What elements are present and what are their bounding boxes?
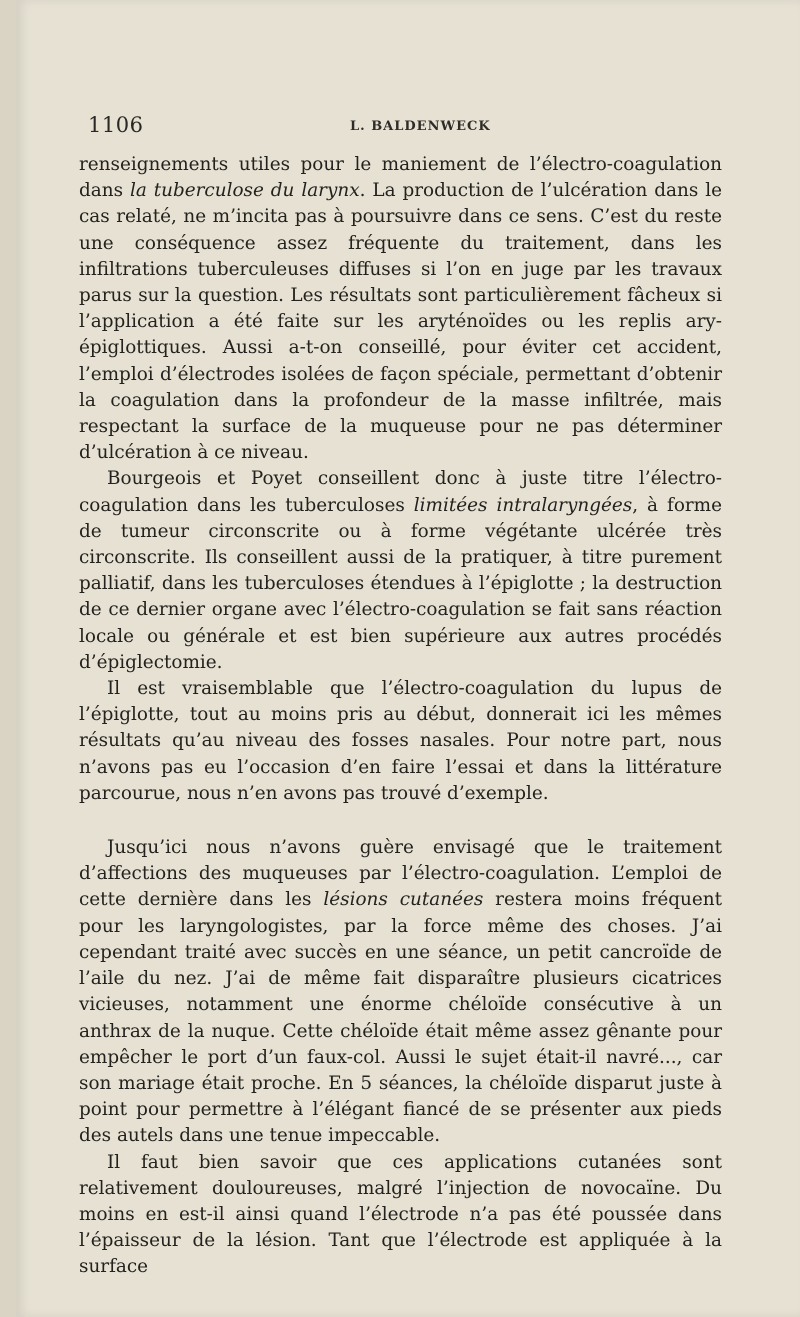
body-text xyxy=(79,152,722,1281)
page-header xyxy=(88,113,728,143)
running-head: L. BALDENWECK xyxy=(350,119,491,134)
book-page xyxy=(16,0,800,1317)
paragraph: Jusqu’ici nous n’avons guère envisagé que le traitement d’affections des muqueuses par l’électro-coagulation. L’emploi de cette dernière dans les lésions cutanées restera moins fréquent pour les laryngologistes, par la force même des choses. J’ai cependant traité avec succès en une séance, un petit cancroïde de l’aile du nez. J’ai de même fait disparaître plusieurs cicatrices vicieuses, notamment une énorme chéloïde consécutive à un anthrax de la nuque. Cette chéloïde était même assez gênante pour empêcher le port d’un faux-col. Aussi le sujet était-il navré..., car son mariage était proche. En 5 séances, la chéloïde disparut juste à point pour permettre à l’élégant fiancé de se présenter aux pieds des autels dans une tenue impeccable. xyxy=(79,837,722,1147)
paragraph: Il faut bien savoir que ces applications cutanées sont relativement douloureuses, malgré l’injection de novocaïne. Du moins en est-il ainsi quand l’électrode n’a pas été poussée dans l’épaisseur de la lésion. Tant que l’électrode est appliquée à la surface xyxy=(79,1151,722,1278)
paragraph: Il est vraisemblable que l’électro-coagulation du lupus de l’épiglotte, tout au moins pris au début, donnerait ici les mêmes résultats qu’au niveau des fosses nasales. Pour notre part, nous n’avons pas eu l’occasion d’en faire l’essai et dans la littérature parcourue, nous n’en avons pas trouvé d’exemple. xyxy=(79,678,722,804)
paragraph: renseignements utiles pour le maniement de l’électro-coagulation dans la tuberculose du larynx. La production de l’ulcération dans le cas relaté, ne m’incita pas à poursuivre dans ce sens. C’est du reste une conséquence assez fréquente du traitement, dans les infiltrations tuberculeuses diffuses si l’on en juge par les travaux parus sur la question. Les résultats sont particulièrement fâcheux si l’application a été faite sur les aryténoïdes ou les replis ary-épiglottiques. Aussi a-t-on conseillé, pour éviter cet accident, l’emploi d’électrodes isolées de façon spéciale, permettant d’obtenir la coagulation dans la profondeur de la masse infiltrée, mais respectant la surface de la muqueuse pour ne pas déterminer d’ulcération à ce niveau. xyxy=(79,154,722,464)
paragraph: Bourgeois et Poyet conseillent donc à juste titre l’électro-coagulation dans les tuberculoses limitées intralaryngées, à forme de tumeur circonscrite ou à forme végétante ulcérée très circonscrite. Ils conseillent aussi de la pratiquer, à titre purement palliatif, dans les tuberculoses étendues à l’épiglotte ; la destruction de ce dernier organe avec l’électro-coagulation se fait sans réaction locale ou générale et est bien supérieure aux autres procédés d’épiglectomie. xyxy=(79,468,722,673)
page-number: 1106 xyxy=(88,113,144,137)
